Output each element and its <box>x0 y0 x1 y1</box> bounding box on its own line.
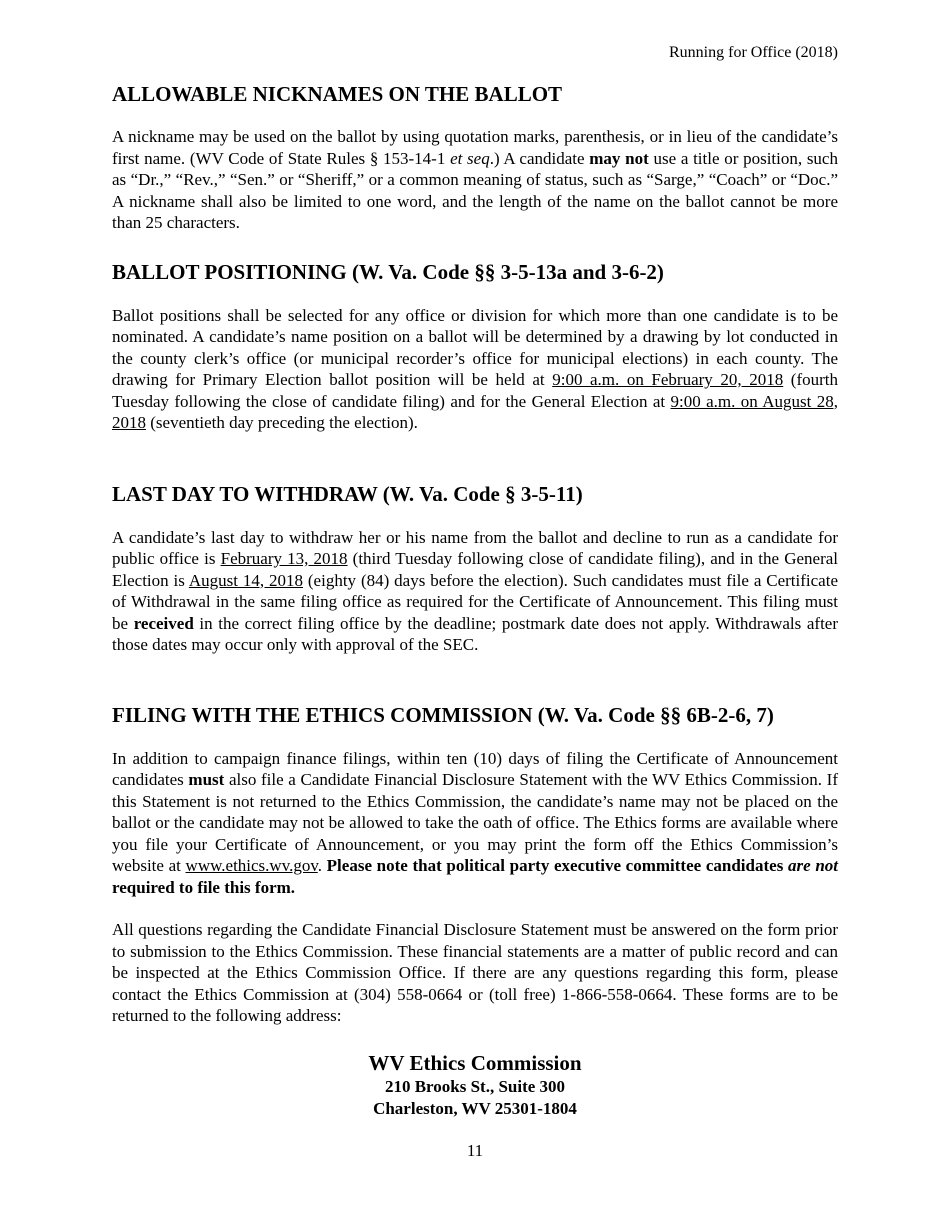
section-paragraph <box>112 527 838 656</box>
running-header: Running for Office (2018) <box>669 44 838 61</box>
mailing-address <box>112 1050 838 1120</box>
section-paragraph: All questions regarding the Candidate Financial Disclosure Statement must be answered on the form prior to submission to the Ethics Commission. These financial statements are a matter of public record and can be inspected at the Ethics Commission Office. If there are any questions regarding this form, please contact the Ethics Commission at (304) 558-0664 or (toll free) 1-866-558-0664. These forms are to be returned to the following address: <box>112 920 838 1025</box>
text-run: In addition to campaign finance filings, within ten (10) days of filing the Certificate of Announcement candidates <box>112 748 838 789</box>
underlined-date: February 13, 2018 <box>220 549 348 568</box>
italic-text: et seq <box>450 148 490 168</box>
section-allowable-nicknames <box>112 81 838 234</box>
section-ballot-positioning <box>112 259 838 434</box>
text-run: in the correct filing office by the deadline; postmark date does not apply. Withdrawals after those dates may occur only with approval of the SEC. <box>112 613 839 654</box>
text-run: A candidate’s last day to withdraw her or his name from the ballot and decline to run as a candidate for public office is <box>112 527 838 568</box>
section-heading: ALLOWABLE NICKNAMES ON THE BALLOT <box>112 82 563 106</box>
text-run: (third Tuesday following close of candidate filing), and in the General Election is <box>112 549 838 590</box>
text-run: .) A candidate <box>489 148 590 168</box>
bold-text: must <box>188 770 225 789</box>
text-run: (fourth Tuesday following the close of candidate filing) and for the General Election at <box>112 370 838 411</box>
section-heading: LAST DAY TO WITHDRAW (W. Va. Code § 3-5-11) <box>112 481 583 506</box>
text-run: use a title or position, such as “Dr.,” “Rev.,” “Sen.” or “Sheriff,” or a common meaning of status, such as “Sarge,” “Coach” or “Doc.” A nickname shall also be limited to one word, and the length of the name on the ballot cannot be more than 25 characters. <box>112 148 838 232</box>
section-paragraph <box>112 305 838 434</box>
section-last-day-to-withdraw <box>112 481 838 656</box>
underlined-date: August 14, 2018 <box>188 570 303 590</box>
bold-italic-text: are not <box>787 856 838 875</box>
text-run: . <box>317 856 327 875</box>
page-content <box>112 80 838 1120</box>
section-ethics-commission <box>112 702 838 1027</box>
ethics-website-link[interactable]: www.ethics.wv.gov <box>185 856 318 875</box>
bold-text: Please note that political party executive committee candidates <box>326 856 788 875</box>
address-street: 210 Brooks St., Suite 300 <box>384 1076 566 1096</box>
address-name: WV Ethics Commission <box>368 1050 582 1075</box>
page-number: 11 <box>466 1141 484 1160</box>
text-run: Ballot positions shall be selected for any office or division for which more than one candidate is to be nominated. A candidate’s name position on a ballot will be determined by a drawing by lot conducted in the county clerk’s office (or municipal recorder’s office for municipal elections) in each county. The drawing for Primary Election ballot position will be held at <box>112 305 838 389</box>
underlined-date: 9:00 a.m. on February 20, 2018 <box>552 370 784 389</box>
section-heading: FILING WITH THE ETHICS COMMISSION (W. Va. Code §§ 6B-2-6, 7) <box>112 702 774 727</box>
underlined-date: 9:00 a.m. on August 28, 2018 <box>112 391 838 432</box>
bold-text: may not <box>589 148 649 168</box>
section-paragraph <box>112 748 838 899</box>
bold-text: received <box>133 613 194 633</box>
section-paragraph <box>112 126 838 234</box>
text-run: (seventieth day preceding the election). <box>146 413 418 432</box>
text-run: also file a Candidate Financial Disclosure Statement with the WV Ethics Commission. If this Statement is not returned to the Ethics Commission, the candidate’s name may not be placed on the ballot or the candidate may not be allowed to take the oath of office. The Ethics forms are available where you file your Certificate of Announcement, or you may print the form off the Ethics Commission’s website at <box>112 770 838 875</box>
bold-text: required to file this form. <box>112 877 296 897</box>
address-city: Charleston, WV 25301-1804 <box>373 1098 577 1118</box>
text-run: (eighty (84) days before the election). Such candidates must file a Certificate of Withdrawal in the same filing office as required for the Certificate of Announcement. This filing must be <box>112 570 838 633</box>
text-run: A nickname may be used on the ballot by using quotation marks, parenthesis, or in lieu of the candidate’s first name. (WV Code of State Rules § 153-14-1 <box>112 127 838 168</box>
section-heading: BALLOT POSITIONING (W. Va. Code §§ 3-5-13a and 3-6-2) <box>112 259 664 284</box>
